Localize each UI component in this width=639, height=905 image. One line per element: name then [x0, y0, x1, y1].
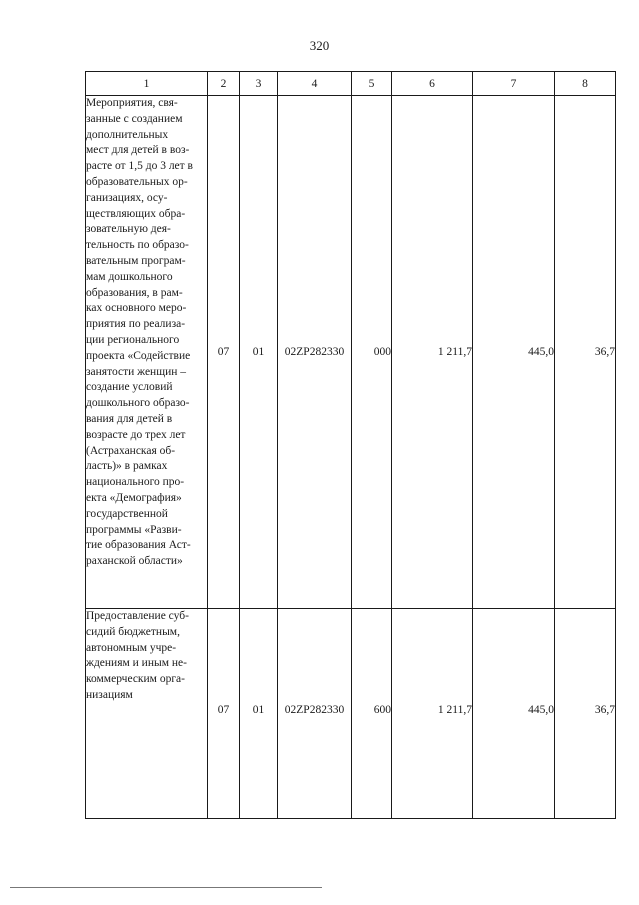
- expense-type-cell: 600: [352, 609, 392, 819]
- description-line: (Астраханская об-: [86, 444, 176, 457]
- description-line: создание условий: [86, 381, 173, 394]
- description-line: дополнительных: [86, 128, 169, 141]
- amount-col8-cell: 36,7: [555, 609, 616, 819]
- amount-col8-cell: 36,7: [555, 96, 616, 609]
- column-header: 2: [208, 72, 240, 96]
- description-line: ществляющих обра-: [86, 207, 186, 220]
- description-line: государственной: [86, 507, 168, 520]
- amount-col6-cell: 1 211,7: [392, 609, 473, 819]
- description-line: приятия по реализа-: [86, 318, 186, 331]
- footer-divider: [10, 887, 322, 888]
- section-code-cell: 07: [208, 609, 240, 819]
- subsection-code-cell: 01: [240, 609, 278, 819]
- description-line: мам дошкольного: [86, 270, 173, 283]
- table-row: [86, 96, 616, 609]
- target-article-cell: 02ZP282330: [278, 609, 352, 819]
- column-header: 4: [278, 72, 352, 96]
- description-line: сидий бюджетным,: [86, 625, 180, 638]
- row-description: [86, 609, 208, 819]
- column-header: 3: [240, 72, 278, 96]
- page-number: 320: [309, 38, 330, 53]
- description-line: Мероприятия, свя-: [86, 97, 178, 109]
- description-line: образования, в рам-: [86, 286, 183, 299]
- description-line: возрасте до трех лет: [86, 428, 186, 441]
- description-line: образовательных ор-: [86, 175, 188, 188]
- target-article-cell: 02ZP282330: [278, 96, 352, 609]
- description-line: ках основного меро-: [86, 302, 187, 315]
- description-line: коммерческим орга-: [86, 673, 185, 686]
- row-description: [86, 96, 208, 609]
- description-line: автономным учре-: [86, 641, 177, 654]
- description-line: низациям: [86, 688, 133, 701]
- description-line: занятости женщин –: [86, 365, 187, 378]
- description-line: национального про-: [86, 476, 185, 489]
- description-line: ганизациях, осу-: [86, 191, 168, 204]
- column-header: 6: [392, 72, 473, 96]
- column-header: 1: [86, 72, 208, 96]
- description-line: мест для детей в воз-: [86, 144, 190, 157]
- description-line: ции регионального: [86, 333, 180, 346]
- description-line: зовательную дея-: [86, 223, 171, 236]
- column-header: 7: [473, 72, 555, 96]
- section-code-cell: 07: [208, 96, 240, 609]
- amount-col6-cell: 1 211,7: [392, 96, 473, 609]
- expense-type-cell: 000: [352, 96, 392, 609]
- column-header: 8: [555, 72, 616, 96]
- description-line: дошкольного образо-: [86, 397, 190, 410]
- subsection-code-cell: 01: [240, 96, 278, 609]
- description-line: раханской области»: [86, 555, 183, 568]
- column-header: 5: [352, 72, 392, 96]
- amount-col7-cell: 445,0: [473, 96, 555, 609]
- description-line: вательным програм-: [86, 254, 186, 267]
- amount-col7-cell: 445,0: [473, 609, 555, 819]
- description-line: екта «Демография»: [86, 491, 182, 504]
- description-line: программы «Разви-: [86, 523, 182, 536]
- description-line: Предоставление суб-: [86, 610, 189, 622]
- description-line: занные с созданием: [86, 112, 183, 125]
- table-header-row: [86, 72, 616, 96]
- description-line: тельность по образо-: [86, 239, 189, 252]
- description-line: вания для детей в: [86, 412, 173, 425]
- table-row: [86, 609, 616, 819]
- budget-table: [85, 71, 616, 819]
- description-line: расте от 1,5 до 3 лет в: [86, 160, 193, 173]
- description-line: ждениям и иным не-: [86, 657, 187, 670]
- description-line: тие образования Аст-: [86, 539, 191, 552]
- description-line: ласть)» в рамках: [86, 460, 168, 473]
- description-line: проекта «Содействие: [86, 349, 191, 362]
